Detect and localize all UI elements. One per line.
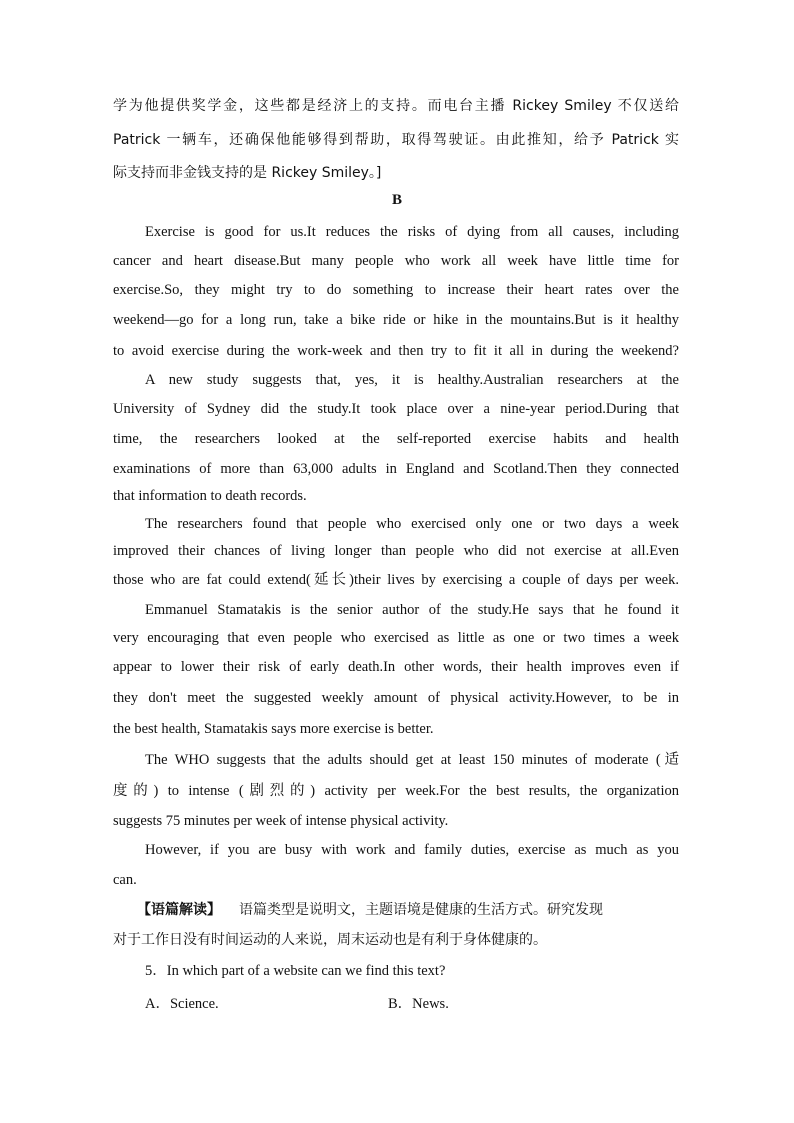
para4-line5: the best health, Stamatakis says more exercise is better. xyxy=(113,721,434,737)
para1-line3: exercise.So, they might try to do something to increase their heart rates over the xyxy=(113,282,679,298)
para1-line1: Exercise is good for us.It reduces the risks of dying from all causes, including xyxy=(145,224,679,240)
option-b: B．News. xyxy=(388,996,449,1012)
para2-line4: examinations of more than 63,000 adults in England and Scotland.Then they connected xyxy=(113,461,679,477)
para4-line1: Emmanuel Stamatakis is the senior author of the study.He says that he found it xyxy=(145,602,679,618)
para1-line5: to avoid exercise during the work-week and then try to fit it all in during the weekend? xyxy=(113,343,679,359)
para2-line3: time, the researchers looked at the self-reported exercise habits and health xyxy=(113,431,679,447)
top-line-3: 际支持而非金钱支持的是 Rickey Smiley。] xyxy=(113,165,382,181)
analysis-line2: 对于工作日没有时间运动的人来说，周末运动也是有利于身体健康的。 xyxy=(113,932,547,948)
para2-line5: that information to death records. xyxy=(113,488,307,504)
para4-line3: appear to lower their risk of early death.In other words, their health improves even if xyxy=(113,659,679,675)
section-label: B xyxy=(391,192,402,208)
para2-line1: A new study suggests that, yes, it is healthy.Australian researchers at the xyxy=(145,372,679,388)
para5-line1: The WHO suggests that the adults should get at least 150 minutes of moderate (适 xyxy=(145,752,679,768)
top-line-1: 学为他提供奖学金，这些都是经济上的支持。而电台主播 Rickey Smiley 不仅送给 xyxy=(113,98,679,114)
para1-line2: cancer and heart disease.But many people who work all week have little time for xyxy=(113,253,679,269)
para4-line2: very encouraging that even people who exercised as little as one or two times a week xyxy=(113,630,679,646)
para5-line3: suggests 75 minutes per week of intense physical activity. xyxy=(113,813,449,829)
para5-line2: 度的) to intense (剧烈的) activity per week.For the best results, the organization xyxy=(113,783,679,799)
analysis-text-1: 语篇类型是说明文，主题语境是健康的生活方式。研究发现 xyxy=(239,902,603,918)
para3-line1: The researchers found that people who exercised only one or two days a week xyxy=(145,516,679,532)
analysis-line1 xyxy=(137,900,679,920)
para4-line4: they don't meet the suggested weekly amount of physical activity.However, to be in xyxy=(113,690,679,706)
para6-line1: However, if you are busy with work and family duties, exercise as much as you xyxy=(145,842,679,858)
para6-line2: can. xyxy=(113,872,137,888)
para3-line3: those who are fat could extend(延长)their lives by exercising a couple of days per week. xyxy=(113,572,679,588)
para3-line2: improved their chances of living longer than people who did not exercise at all.Even xyxy=(113,543,679,559)
option-a: A．Science. xyxy=(145,996,219,1012)
question-text: 5．In which part of a website can we find this text? xyxy=(145,963,446,979)
para1-line4: weekend—go for a long run, take a bike ride or hike in the mountains.But is it healthy xyxy=(113,312,679,328)
para2-line2: University of Sydney did the study.It took place over a nine-year period.During that xyxy=(113,401,679,417)
analysis-label: 【语篇解读】 xyxy=(137,902,221,918)
top-line-2: Patrick 一辆车，还确保他能够得到帮助，取得驾驶证。由此推知，给予 Patrick 实 xyxy=(113,132,679,148)
